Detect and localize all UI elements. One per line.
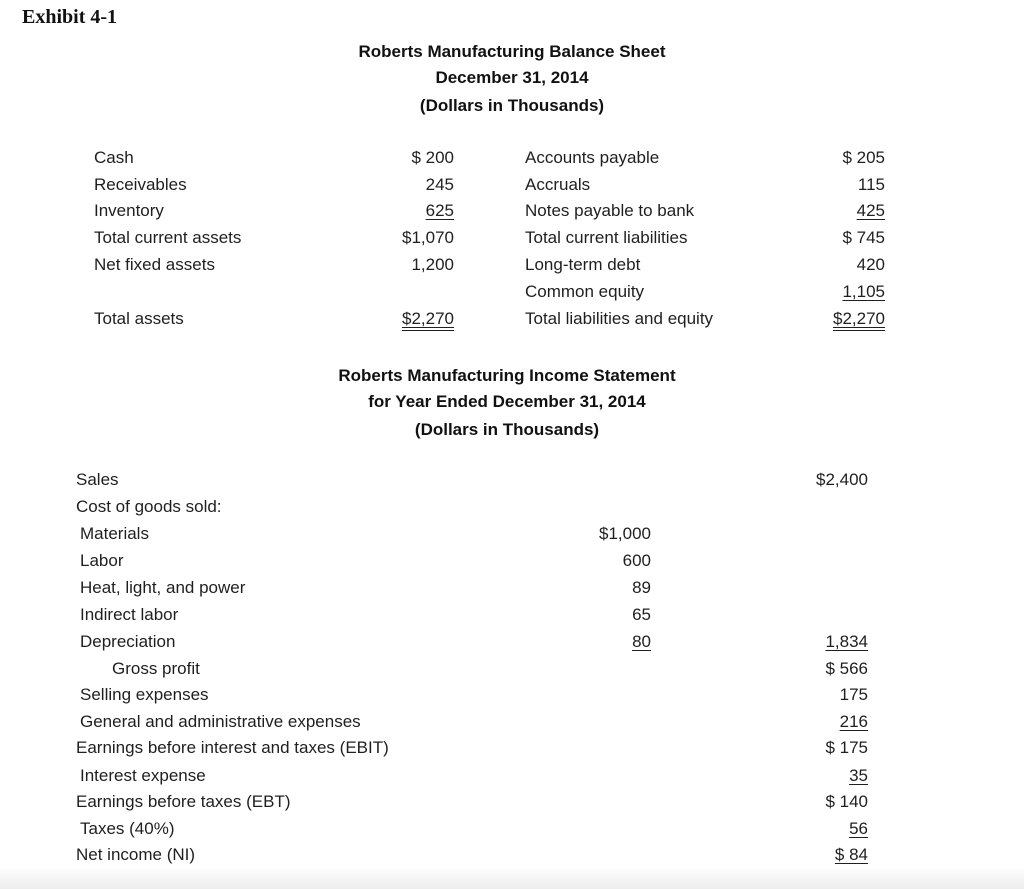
asset-value: $ 200 <box>411 148 454 167</box>
asset-value: 1,200 <box>411 255 454 274</box>
exhibit-label: Exhibit 4-1 <box>22 6 118 28</box>
income-row-label: Earnings before taxes (EBT) <box>76 792 291 811</box>
liability-value: 1,105 <box>842 282 885 301</box>
income-row-total: 56 <box>849 819 868 838</box>
asset-value: 625 <box>425 201 454 220</box>
liability-label: Long-term debt <box>525 255 641 274</box>
income-row-label: Cost of goods sold: <box>76 497 222 516</box>
income-row-detail: 65 <box>632 605 651 624</box>
income-row-label: Earnings before interest and taxes (EBIT) <box>76 738 389 757</box>
income-row-total: 35 <box>849 766 868 785</box>
liability-label: Accruals <box>525 175 591 194</box>
liability-label: Total current liabilities <box>525 228 688 247</box>
liability-value: $ 745 <box>842 228 885 247</box>
balance-sheet-units: (Dollars in Thousands) <box>419 96 605 115</box>
income-row-total: $2,400 <box>816 470 868 489</box>
income-row-label: Net income (NI) <box>76 845 196 864</box>
liability-value: $2,270 <box>833 309 885 328</box>
income-row-total: 216 <box>839 712 868 731</box>
income-row-label: Labor <box>80 551 124 570</box>
asset-label: Cash <box>94 148 134 167</box>
asset-label: Inventory <box>94 201 164 220</box>
income-row-label: Interest expense <box>80 766 206 785</box>
income-row-total: $ 84 <box>834 845 868 864</box>
liability-value: 420 <box>856 255 885 274</box>
income-row-label: Heat, light, and power <box>80 578 246 597</box>
asset-label: Receivables <box>94 175 187 194</box>
liability-label: Accounts payable <box>525 148 660 167</box>
liability-label: Notes payable to bank <box>525 201 695 220</box>
liability-value: 115 <box>857 175 885 194</box>
income-row-label: Sales <box>76 470 119 489</box>
income-row-total: $ 140 <box>825 792 868 811</box>
income-row-detail: 80 <box>632 632 651 651</box>
income-row-detail: 600 <box>622 551 651 570</box>
income-row-label: Depreciation <box>80 632 176 651</box>
income-row-label: General and administrative expenses <box>80 712 361 731</box>
asset-label: Total assets <box>94 309 184 328</box>
income-row-label: Gross profit <box>112 659 200 678</box>
liability-value: $ 205 <box>842 148 885 167</box>
asset-label: Net fixed assets <box>94 255 215 274</box>
income-row-label: Indirect labor <box>80 605 179 624</box>
income-row-total: 175 <box>839 685 868 704</box>
asset-value: $2,270 <box>402 309 454 328</box>
liability-label: Common equity <box>525 282 645 301</box>
income-statement-period: for Year Ended December 31, 2014 <box>368 392 646 411</box>
balance-sheet-date: December 31, 2014 <box>435 68 589 87</box>
asset-label: Total current assets <box>94 228 242 247</box>
liability-label: Total liabilities and equity <box>525 309 714 328</box>
income-statement-units: (Dollars in Thousands) <box>414 420 600 439</box>
page-bottom-shadow <box>0 866 1024 889</box>
income-row-total: $ 175 <box>825 738 868 757</box>
income-row-detail: $1,000 <box>599 524 651 543</box>
asset-value: $1,070 <box>402 228 454 247</box>
balance-sheet-title: Roberts Manufacturing Balance Sheet <box>358 42 666 61</box>
income-row-total: $ 566 <box>825 659 868 678</box>
income-row-label: Taxes (40%) <box>80 819 175 838</box>
income-row-label: Selling expenses <box>80 685 209 704</box>
income-row-detail: 89 <box>632 578 651 597</box>
asset-value: 245 <box>425 175 454 194</box>
income-row-total: 1,834 <box>825 632 868 651</box>
income-row-label: Materials <box>80 524 149 543</box>
income-statement-title: Roberts Manufacturing Income Statement <box>338 366 676 385</box>
liability-value: 425 <box>856 201 885 220</box>
